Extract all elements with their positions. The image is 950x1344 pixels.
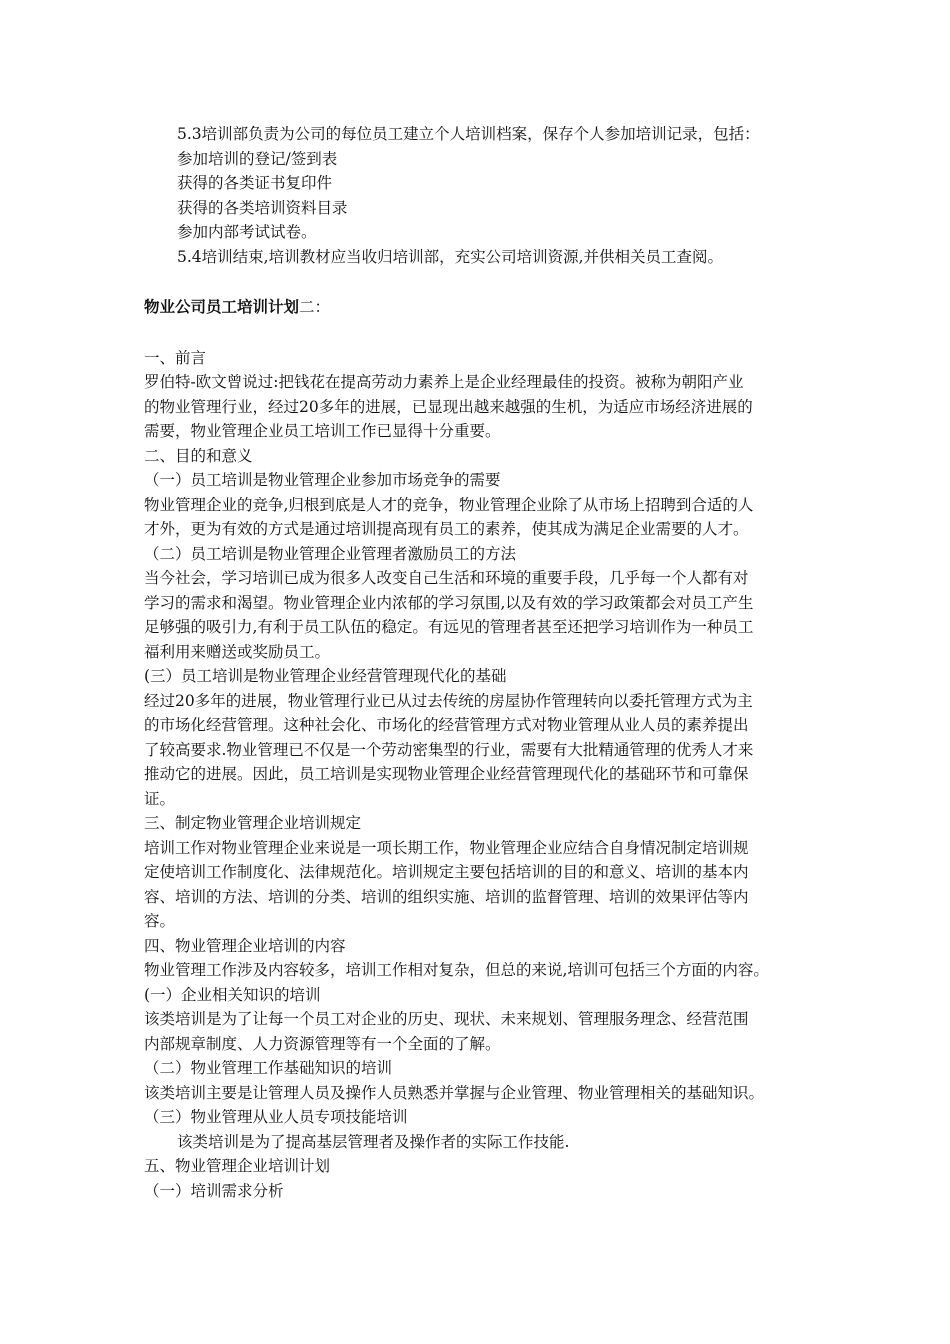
body-line: (一）企业相关知识的培训 xyxy=(144,985,321,1004)
body-line: 需要，物业管理企业员工培训工作已显得十分重要。 xyxy=(144,422,501,440)
heading-suffix: 二： xyxy=(299,298,331,316)
body-line: 足够强的吸引力,有利于员工队伍的稳定。有远见的管理者甚至还把学习培训作为一种员工 xyxy=(144,618,754,636)
indented-paragraph: 该类培训是为了提高基层管理者及操作者的实际工作技能. xyxy=(177,1132,570,1151)
body-line: （二）员工培训是物业管理企业管理者激励员工的方法 xyxy=(144,544,517,563)
body-line: 才外，更为有效的方式是通过培训提高现有员工的素养，使其成为满足企业需要的人才。 xyxy=(144,520,749,538)
body-line: 证。 xyxy=(144,789,176,808)
body-line: 三、制定物业管理企业培训规定 xyxy=(144,814,362,832)
body-line: 经过20多年的进展，物业管理行业已从过去传统的房屋协作管理转向以委托管理方式为主 xyxy=(144,691,753,710)
list-item-5-4: 5.4培训结束,培训教材应当收归培训部，充实公司培训资源,并供相关员工查阅。 xyxy=(177,247,724,266)
body-line: 二、目的和意义 xyxy=(144,446,253,465)
body-line: 了较高要求.物业管理已不仅是一个劳动密集型的行业，需要有大批精通管理的优秀人才来 xyxy=(144,740,754,759)
body-line: 当今社会，学习培训已成为很多人改变自己生活和环境的重要手段，几乎每一个人都有对 xyxy=(144,569,749,587)
body-line: （三）物业管理从业人员专项技能培训 xyxy=(144,1108,408,1126)
body-text xyxy=(144,346,814,1130)
body-line: 物业管理工作涉及内容较多，培训工作相对复杂，但总的来说,培训可包括三个方面的内容。 xyxy=(144,961,769,979)
body-line: 容。 xyxy=(144,912,176,930)
list-bullet: 获得的各类证书复印件 xyxy=(177,174,333,192)
body-line: 容、培训的方法、培训的分类、培训的组织实施、培训的监督管理、培训的效果评估等内 xyxy=(144,887,749,906)
body-line: 定使培训工作制度化、法律规范化。培训规定主要包括培训的目的和意义、培训的基本内 xyxy=(144,863,749,881)
body-line: 的市场化经营管理。这种社会化、市场化的经营管理方式对物业管理从业人员的素养提出 xyxy=(144,716,749,734)
body-line: 罗伯特-欧文曾说过:把钱花在提高劳动力素养上是企业经理最佳的投资。被称为朝阳产业 xyxy=(144,373,744,391)
body-line: （二）物业管理工作基础知识的培训 xyxy=(144,1059,393,1077)
body-line: 推动它的进展。因此，员工培训是实现物业管理企业经营管理现代化的基础环节和可靠保 xyxy=(144,765,749,783)
body-line: 该类培训是为了让每一个员工对企业的历史、现状、未来规划、管理服务理念、经营范围 xyxy=(144,1010,749,1028)
list-bullet: 参加培训的登记/签到表 xyxy=(177,149,338,168)
body-line: 培训工作对物业管理企业来说是一项长期工作，物业管理企业应结合自身情况制定培训规 xyxy=(144,838,749,857)
list-bullet: 获得的各类培训资料目录 xyxy=(177,198,348,217)
body-line: (三）员工培训是物业管理企业经营管理现代化的基础 xyxy=(144,667,507,685)
body-line: 一、前言 xyxy=(144,348,207,367)
list-bullet: 参加内部考试试卷。 xyxy=(177,223,317,241)
body-line: 四、物业管理企业培训的内容 xyxy=(144,936,346,955)
body-line: 物业管理企业的竞争,归根到底是人才的竞争，物业管理企业除了从市场上招聘到合适的人 xyxy=(144,495,754,514)
body-line: 内部规章制度、人力资源管理等有一个全面的了解。 xyxy=(144,1034,501,1053)
body-line: 五、物业管理企业培训计划 xyxy=(144,1157,331,1175)
section-heading xyxy=(144,295,814,320)
list-item-5-3: 5.3培训部负责为公司的每位员工建立个人培训档案，保存个人参加培训记录，包括： xyxy=(177,125,760,143)
body-line: （一）员工培训是物业管理企业参加市场竞争的需要 xyxy=(144,471,501,489)
body-line: 该类培训主要是让管理人员及操作人员熟悉并掌握与企业管理、物业管理相关的基础知识。 xyxy=(144,1083,765,1102)
body-line: 学习的需求和渴望。物业管理企业内浓郁的学习氛围,以及有效的学习政策都会对员工产生 xyxy=(144,593,754,612)
body-line: 的物业管理行业，经过20多年的进展，已显现出越来越强的生机，为适应市场经济进展的 xyxy=(144,397,753,416)
heading-title: 物业公司员工培训计划 xyxy=(144,297,300,316)
body-line: （一）培训需求分析 xyxy=(144,1181,284,1200)
document-body xyxy=(144,122,814,1203)
body-line: 福利用来赠送或奖励员工。 xyxy=(144,642,331,661)
